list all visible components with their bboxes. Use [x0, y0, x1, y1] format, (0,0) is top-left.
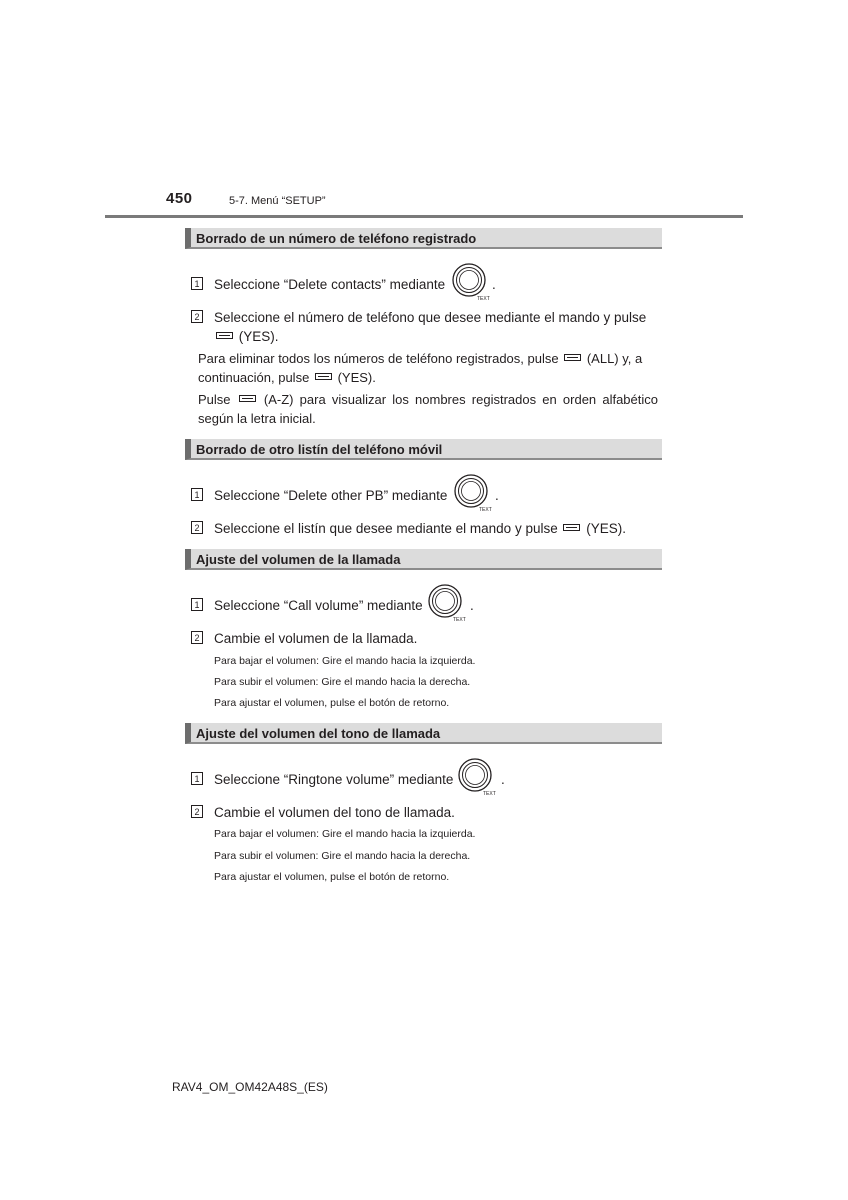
step-tail: . [470, 598, 474, 613]
step-number: 1 [191, 598, 203, 611]
button-icon [239, 395, 256, 402]
section-heading-delete-other-pb [185, 439, 662, 460]
step-text: Seleccione “Delete other PB” mediante [214, 488, 448, 503]
section-title: Ajuste del volumen de la llamada [196, 552, 401, 567]
sub-note: Para bajar el volumen: Gire el mando hacia la izquierda. [214, 655, 476, 667]
knob-label: TEXT [453, 617, 466, 622]
sub-note: Para subir el volumen: Gire el mando hacia la derecha. [214, 850, 471, 862]
button-icon [216, 332, 233, 339]
sub-note: Para ajustar el volumen, pulse el botón de retorno. [214, 871, 450, 883]
note-delete-all [198, 349, 658, 387]
step-text-cont: (YES). [586, 521, 627, 536]
section-title: Borrado de otro listín del teléfono móvil [196, 442, 443, 457]
step-2-select-number [191, 308, 661, 348]
note-text: (A-Z) para visualizar los nombres registrados en orden alfabético según la letra inicial. [198, 392, 658, 426]
document-code: RAV4_OM_OM42A48S_(ES) [172, 1080, 328, 1094]
step-text-cont: (YES). [238, 329, 279, 344]
step-text: Seleccione “Ringtone volume” mediante [214, 772, 454, 787]
step-text: Seleccione “Delete contacts” mediante [214, 277, 446, 292]
step-number: 1 [191, 488, 203, 501]
button-icon [564, 354, 581, 361]
button-icon [563, 524, 580, 531]
tune-knob-icon [427, 584, 467, 622]
step-text: Seleccione el número de teléfono que desee mediante el mando y pulse [214, 310, 647, 325]
step-text: Seleccione “Call volume” mediante [214, 598, 423, 613]
step-tail: . [492, 277, 496, 292]
step-number: 2 [191, 310, 203, 323]
step-tail: . [501, 772, 505, 787]
note-text: Para eliminar todos los números de teléfono registrados, pulse [198, 351, 559, 366]
sub-note: Para ajustar el volumen, pulse el botón de retorno. [214, 697, 450, 709]
knob-label: TEXT [479, 507, 492, 512]
header-rule [105, 215, 743, 218]
tune-knob-icon [451, 263, 491, 301]
tune-knob-icon [453, 474, 493, 512]
section-heading-delete-number [185, 228, 662, 249]
knob-label: TEXT [477, 296, 490, 301]
step-number: 1 [191, 277, 203, 290]
section-title: Borrado de un número de teléfono registrado [196, 231, 477, 246]
step-number: 1 [191, 772, 203, 785]
section-heading-call-volume [185, 549, 662, 570]
note-text: continuación, pulse [198, 370, 310, 385]
sub-note: Para subir el volumen: Gire el mando hacia la derecha. [214, 676, 471, 688]
note-text: (ALL) y, a [586, 351, 643, 366]
page-number: 450 [166, 190, 193, 207]
note-text: Pulse [198, 392, 231, 407]
step-text: Cambie el volumen de la llamada. [214, 631, 418, 646]
step-number: 2 [191, 805, 203, 818]
step-text: Cambie el volumen del tono de llamada. [214, 805, 455, 820]
note-text: (YES). [337, 370, 376, 385]
section-title: Ajuste del volumen del tono de llamada [196, 726, 441, 741]
tune-knob-icon [457, 758, 497, 796]
step-tail: . [495, 488, 499, 503]
section-heading-ringtone-volume [185, 723, 662, 744]
section-path: 5-7. Menú “SETUP” [229, 195, 326, 207]
button-icon [315, 373, 332, 380]
sub-note: Para bajar el volumen: Gire el mando hacia la izquierda. [214, 828, 476, 840]
step-number: 2 [191, 521, 203, 534]
step-number: 2 [191, 631, 203, 644]
knob-label: TEXT [483, 791, 496, 796]
step-text: Seleccione el listín que desee mediante el mando y pulse [214, 521, 558, 536]
note-az [198, 390, 658, 428]
